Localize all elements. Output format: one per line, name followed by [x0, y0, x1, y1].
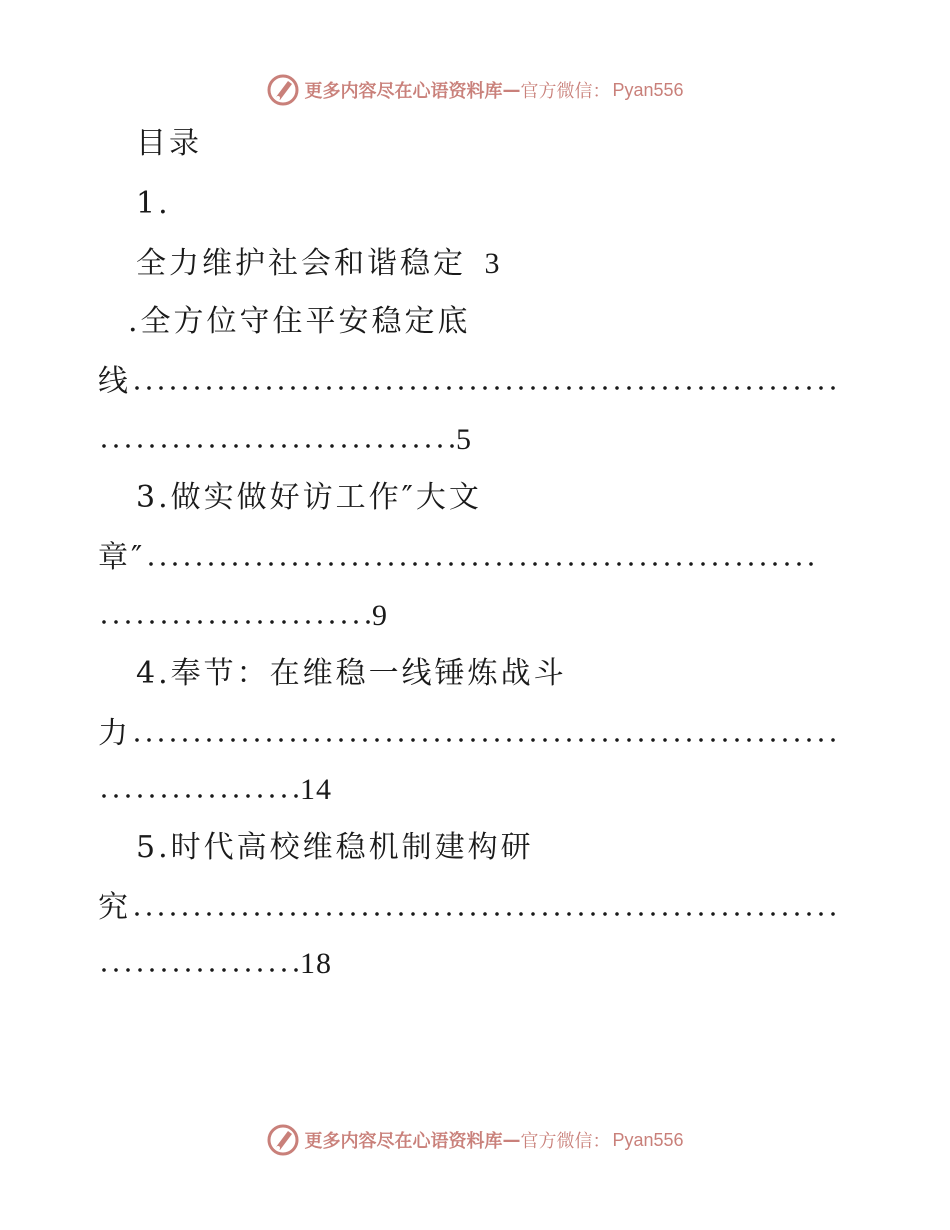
pen-logo-icon: [266, 1123, 300, 1157]
toc-item2-dot-leader: [131, 386, 843, 390]
banner-main-text: 更多内容尽在心语资料库: [304, 1131, 503, 1152]
toc-item3-leader-line2: [98, 596, 388, 636]
banner-wechat-id: Pyan556: [612, 79, 684, 100]
banner-wechat-label: 官方微信：: [520, 81, 611, 102]
toc-item3-dot-leader: [145, 562, 821, 566]
toc-item4-title-line1: 4.奉节：在维稳一线锤炼战斗: [136, 656, 567, 691]
toc-item3-page: 9: [372, 599, 388, 632]
toc-item4-title-line2: 力: [98, 716, 131, 751]
toc-item4-leader-line1: [98, 714, 843, 754]
toc-item2-leader-line2: [98, 420, 472, 460]
toc-item5-dot-leader-cont: [98, 968, 300, 972]
banner-dash: —: [502, 1129, 521, 1151]
toc-item5-page: 18: [300, 947, 332, 980]
toc-title: 目录: [136, 126, 202, 161]
banner-wechat-id: Pyan556: [612, 1129, 684, 1150]
toc-item5-title-line2: 究: [98, 890, 131, 925]
pen-logo-icon: [266, 73, 300, 107]
header-watermark-banner: [0, 70, 950, 110]
toc-item2-dot-leader-cont: [98, 444, 456, 448]
toc-item4-leader-line2: [98, 770, 332, 810]
banner-wechat-label: 官方微信：: [520, 1131, 611, 1152]
toc-item1: [136, 244, 503, 284]
toc-item5-dot-leader: [131, 912, 843, 916]
banner-dash: —: [502, 79, 521, 101]
toc-item3-title-line1: 3.做实做好访工作″大文: [136, 480, 482, 515]
toc-item4-dot-leader: [131, 738, 843, 742]
banner-main-text: 更多内容尽在心语资料库: [304, 81, 503, 102]
toc-item3-dot-leader-cont: [98, 620, 372, 624]
toc-item4-dot-leader-cont: [98, 794, 300, 798]
footer-watermark-banner: [0, 1120, 950, 1160]
toc-item2-title-line1: .全方位守住平安稳定底: [128, 304, 471, 339]
toc-item3-leader-line1: [98, 538, 821, 578]
toc-item2-page: 5: [456, 423, 472, 456]
toc-item1-page: 3: [484, 247, 503, 280]
toc-item2-leader-line1: [98, 362, 843, 402]
toc-item4-page: 14: [300, 773, 332, 806]
toc-item1-title: 全力维护社会和谐稳定: [136, 246, 466, 281]
toc-item1-number: 1.: [136, 186, 171, 221]
toc-item5-leader-line1: [98, 888, 843, 928]
toc-item5-title-line1: 5.时代高校维稳机制建构研: [136, 830, 534, 865]
toc-item3-title-line2: 章″: [98, 540, 146, 575]
toc-item2-title-line2: 线: [98, 364, 131, 399]
toc-item5-leader-line2: [98, 944, 332, 984]
